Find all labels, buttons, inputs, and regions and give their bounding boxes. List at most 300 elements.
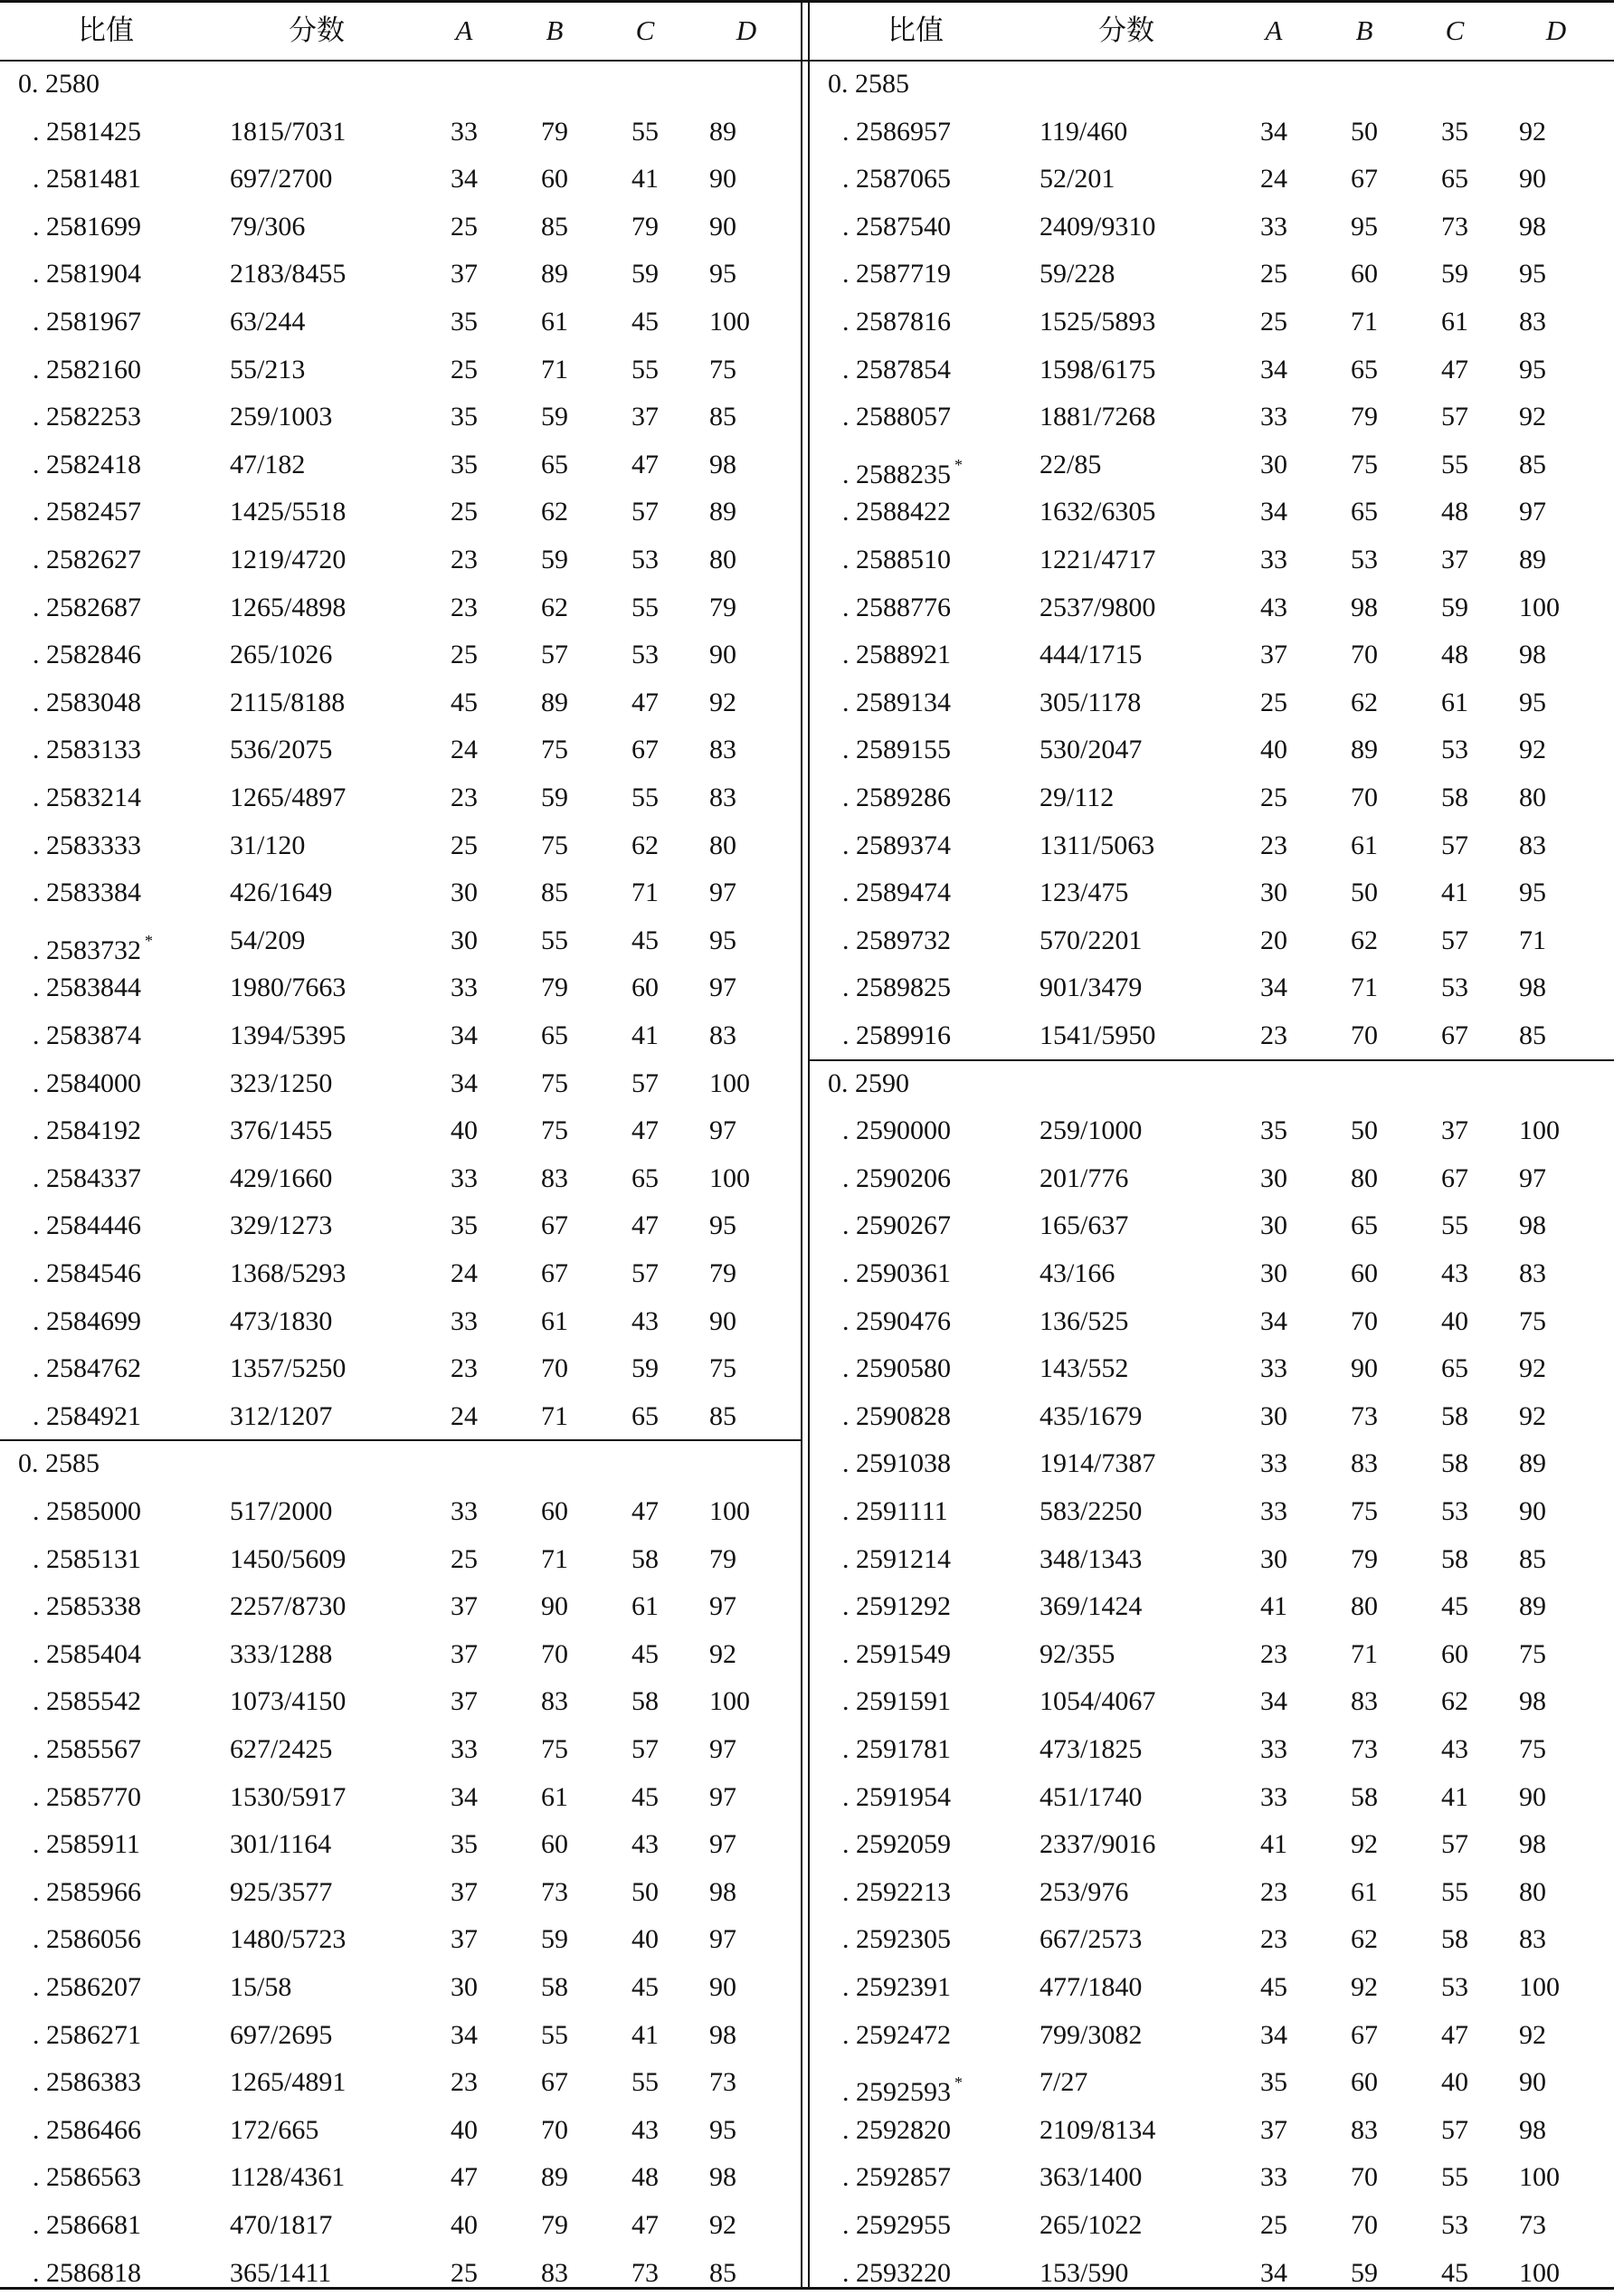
ratio-cell [33,400,141,434]
fraction-cell: 348/1343 [1040,1543,1143,1574]
value-d-cell: 98 [709,449,736,479]
value-b-cell: 70 [1351,1305,1378,1336]
ratio-value: . 2592955 [842,2210,951,2240]
fraction-cell: 517/2000 [230,1496,333,1526]
value-d-cell: 98 [1519,1686,1546,1717]
value-b-cell: 67 [1351,164,1378,194]
table-row [0,393,801,441]
value-d-cell: 98 [1519,211,1546,242]
table-row [810,678,1614,726]
ratio-value: . 2589134 [842,687,951,717]
table-row [0,916,801,964]
value-a-cell: 25 [451,497,478,527]
value-d-cell: 83 [709,1020,736,1050]
table-row [810,868,1614,916]
table-row [0,346,801,394]
value-c-cell: 45 [631,925,659,955]
header-a: A [455,14,473,46]
fraction-cell: 143/552 [1040,1353,1129,1384]
fraction-cell: 1598/6175 [1040,354,1156,384]
table-row [0,1773,801,1821]
ratio-value: . 2585338 [33,1591,141,1622]
value-c-cell: 35 [1441,116,1468,147]
value-d-cell: 98 [1519,1829,1546,1860]
group-header-row [0,1439,801,1487]
ratio-cell [842,448,963,492]
fraction-cell: 1450/5609 [230,1543,347,1574]
table-row [810,1915,1614,1963]
value-a-cell: 23 [1260,1876,1287,1907]
table-row [810,1154,1614,1202]
table-row [810,2249,1614,2296]
table-row [0,1392,801,1440]
header-fraction: 分数 [1098,14,1154,46]
value-a-cell: 33 [451,1496,478,1526]
value-c-cell: 47 [1441,354,1468,384]
fraction-cell: 583/2250 [1040,1496,1143,1526]
ratio-value: . 2585000 [33,1496,141,1526]
ratio-value: . 2586207 [33,1972,141,2002]
ratio-value: . 2592059 [842,1829,951,1860]
value-b-cell: 50 [1351,1115,1378,1146]
value-d-cell: 97 [709,1115,736,1146]
table-row [0,1297,801,1345]
ratio-cell [33,829,141,863]
value-b-cell: 83 [541,1686,568,1717]
value-a-cell: 35 [451,402,478,432]
value-d-cell: 90 [1519,1781,1546,1812]
value-d-cell: 100 [709,1496,750,1526]
ratio-cell [33,448,141,482]
asterisk-mark: * [954,2073,963,2092]
value-a-cell: 25 [451,211,478,242]
ratio-value: . 2585911 [33,1829,140,1860]
ratio-cell [842,1684,951,1719]
value-a-cell: 34 [451,1020,478,1050]
value-a-cell: 30 [451,1972,478,2002]
value-c-cell: 45 [631,307,659,337]
value-a-cell: 33 [1260,1448,1287,1479]
value-a-cell: 33 [1260,1496,1287,1526]
value-b-cell: 70 [1351,640,1378,670]
ratio-value: . 2586056 [33,1924,141,1955]
value-d-cell: 97 [709,972,736,1003]
ratio-value: . 2584446 [33,1210,141,1241]
value-a-cell: 41 [1260,1591,1287,1622]
ratio-value: . 2590580 [842,1353,951,1384]
ratio-cell [842,1732,951,1767]
value-d-cell: 98 [1519,2114,1546,2145]
value-b-cell: 60 [1351,1258,1378,1288]
ratio-value: . 2586563 [33,2162,141,2193]
ratio-value: . 2591214 [842,1543,951,1574]
table-row [0,155,801,203]
value-a-cell: 33 [1260,1353,1287,1384]
value-a-cell: 34 [1260,2257,1287,2288]
ratio-value: . 2586818 [33,2257,141,2288]
header-d: D [736,14,757,46]
value-c-cell: 58 [1441,1448,1468,1479]
fraction-cell: 1265/4897 [230,783,347,812]
value-d-cell: 98 [709,2162,736,2193]
value-d-cell: 95 [1519,354,1546,384]
ratio-value: . 2591954 [842,1781,951,1812]
ratio-cell [33,1922,141,1957]
table-row [810,1439,1614,1487]
header-ratio: 比值 [888,14,944,46]
value-d-cell: 97 [709,1734,736,1764]
value-a-cell: 30 [451,878,478,908]
value-d-cell: 75 [709,1353,736,1384]
fraction-cell: 435/1679 [1040,1400,1143,1431]
ratio-value: . 2590267 [842,1210,951,1241]
ratio-cell [842,1970,951,2005]
ratio-cell [33,2065,141,2100]
fraction-cell: 2537/9800 [1040,592,1156,622]
ratio-value: . 2584337 [33,1162,141,1193]
value-c-cell: 62 [1441,1686,1468,1717]
value-a-cell: 30 [451,925,478,955]
value-d-cell: 100 [709,1162,750,1193]
value-a-cell: 34 [1260,1305,1287,1336]
value-c-cell: 58 [631,1543,659,1574]
value-d-cell: 92 [1519,1353,1546,1384]
header-ratio: 比值 [78,14,134,46]
fraction-cell: 31/120 [230,830,306,860]
value-b-cell: 71 [541,1400,568,1431]
fraction-cell: 172/665 [230,2114,319,2145]
ratio-cell [842,400,951,434]
fraction-cell: 323/1250 [230,1067,333,1098]
value-a-cell: 30 [1260,878,1287,908]
value-a-cell: 40 [451,2114,478,2145]
value-a-cell: 34 [1260,1686,1287,1717]
value-c-cell: 59 [1441,259,1468,289]
value-d-cell: 83 [709,783,736,812]
value-a-cell: 25 [1260,2210,1287,2240]
fraction-cell: 1425/5518 [230,497,347,527]
fraction-cell: 29/112 [1040,783,1115,812]
group-header-row [810,1059,1614,1107]
value-d-cell: 100 [1519,2162,1560,2193]
value-a-cell: 34 [1260,354,1287,384]
ratio-value: . 2581904 [33,259,141,289]
table-row [810,631,1614,678]
ratio-cell [842,829,951,863]
fraction-cell: 697/2700 [230,164,333,194]
table-row [0,583,801,631]
value-a-cell: 25 [451,830,478,860]
value-b-cell: 67 [541,1210,568,1241]
value-a-cell: 34 [1260,2019,1287,2050]
fraction-cell: 451/1740 [1040,1781,1143,1812]
value-b-cell: 79 [541,972,568,1003]
fraction-cell: 627/2425 [230,1734,333,1764]
ratio-value: . 2582627 [33,545,141,574]
column-header-row [0,0,801,60]
ratio-cell [33,1399,141,1434]
ratio-cell [842,1780,951,1815]
fraction-cell: 119/460 [1040,116,1128,147]
table-row [0,298,801,346]
value-b-cell: 73 [1351,1734,1378,1764]
value-b-cell: 83 [541,1162,568,1193]
table-row [810,155,1614,203]
ratio-value: . 2589474 [842,878,951,908]
table-row [0,868,801,916]
value-a-cell: 33 [451,1162,478,1193]
column-header-row [810,0,1614,60]
ratio-cell [33,1684,141,1719]
fraction-cell: 365/1411 [230,2257,332,2288]
value-a-cell: 47 [451,2162,478,2193]
ratio-cell [842,1922,951,1957]
ratio-cell [842,1352,951,1386]
value-c-cell: 73 [631,2257,659,2288]
value-b-cell: 75 [1351,1496,1378,1526]
value-d-cell: 97 [709,1829,736,1860]
ratio-cell [33,210,141,244]
ratio-value: . 2591111 [842,1496,948,1526]
value-a-cell: 34 [451,1067,478,1098]
value-b-cell: 61 [541,1781,568,1812]
ratio-value: . 2590206 [842,1162,951,1193]
value-c-cell: 62 [631,830,659,860]
value-b-cell: 50 [1351,116,1378,147]
fraction-cell: 79/306 [230,211,306,242]
value-d-cell: 79 [709,1543,736,1574]
ratio-cell [842,2113,951,2148]
value-d-cell: 85 [1519,1543,1546,1574]
value-a-cell: 33 [451,972,478,1003]
value-c-cell: 47 [631,449,659,479]
value-d-cell: 89 [1519,545,1546,574]
value-a-cell: 33 [1260,402,1287,432]
fraction-cell: 363/1400 [1040,2162,1143,2193]
value-a-cell: 35 [451,307,478,337]
value-c-cell: 47 [631,1496,659,1526]
table-row [810,1820,1614,1868]
ratio-cell [33,1542,141,1577]
value-d-cell: 85 [709,402,736,432]
value-c-cell: 45 [631,1972,659,2002]
value-c-cell: 43 [631,2114,659,2145]
value-a-cell: 24 [451,1258,478,1288]
value-b-cell: 89 [541,259,568,289]
value-a-cell: 23 [451,783,478,812]
value-a-cell: 25 [451,2257,478,2288]
ratio-value: . 2592820 [842,2114,951,2145]
table-row [0,536,801,583]
fraction-cell: 799/3082 [1040,2019,1143,2050]
value-b-cell: 73 [1351,1400,1378,1431]
value-b-cell: 65 [541,1020,568,1050]
value-c-cell: 55 [631,116,659,147]
value-d-cell: 98 [1519,972,1546,1003]
value-a-cell: 34 [451,1781,478,1812]
ratio-value: . 2591038 [842,1448,951,1479]
table-row [0,726,801,773]
fraction-cell: 259/1003 [230,402,333,432]
value-d-cell: 100 [1519,2257,1560,2288]
value-b-cell: 71 [1351,1638,1378,1669]
ratio-value: . 2587540 [842,211,951,242]
value-d-cell: 95 [709,925,736,955]
value-c-cell: 43 [631,1829,659,1860]
fraction-cell: 265/1026 [230,640,333,670]
table-row [0,1535,801,1583]
value-b-cell: 90 [541,1591,568,1622]
fraction-cell: 473/1830 [230,1305,333,1336]
value-d-cell: 97 [1519,1162,1546,1193]
value-b-cell: 62 [541,592,568,622]
fraction-cell: 1128/4361 [230,2162,346,2193]
table-row [0,678,801,726]
fraction-cell: 429/1660 [230,1162,333,1193]
value-c-cell: 45 [1441,1591,1468,1622]
ratio-cell [842,1542,951,1577]
value-c-cell: 40 [1441,2067,1468,2098]
value-c-cell: 57 [1441,402,1468,432]
value-b-cell: 79 [541,2210,568,2240]
ratio-cell [33,115,141,149]
ratio-value: . 2583874 [33,1020,141,1050]
ratio-cell [842,924,951,958]
value-b-cell: 59 [541,1924,568,1955]
value-a-cell: 23 [1260,1638,1287,1669]
value-c-cell: 40 [1441,1305,1468,1336]
fraction-cell: 1541/5950 [1040,1020,1156,1050]
ratio-cell [842,1875,951,1910]
header-fraction: 分数 [289,14,345,46]
table-row [810,583,1614,631]
table-row [0,631,801,678]
value-a-cell: 40 [1260,735,1287,765]
value-c-cell: 57 [631,1734,659,1764]
fraction-cell: 43/166 [1040,1258,1116,1288]
fraction-cell: 59/228 [1040,259,1116,289]
ratio-value: . 2590361 [842,1258,951,1288]
fraction-cell: 1311/5063 [1040,830,1155,860]
fraction-cell: 329/1273 [230,1210,333,1241]
value-c-cell: 61 [1441,687,1468,717]
table-row [810,2153,1614,2201]
ratio-value: . 2589825 [842,972,951,1003]
fraction-cell: 7/27 [1040,2067,1088,2098]
fraction-cell: 1980/7663 [230,972,347,1003]
ratio-value: . 2592391 [842,1972,951,2002]
value-a-cell: 25 [1260,259,1287,289]
ratio-value: . 2582457 [33,497,141,527]
value-c-cell: 47 [1441,2019,1468,2050]
value-d-cell: 97 [709,1781,736,1812]
value-a-cell: 37 [451,259,478,289]
fraction-cell: 369/1424 [1040,1591,1143,1622]
value-b-cell: 60 [1351,2067,1378,2098]
value-a-cell: 41 [1260,1829,1287,1860]
ratio-value: . 2583732 [33,935,141,965]
ratio-value: . 2589916 [842,1020,951,1050]
ratio-cell [33,353,141,387]
value-a-cell: 37 [451,1876,478,1907]
ratio-cell [33,2018,141,2053]
ratio-cell [33,781,141,815]
ratio-cell [842,1447,951,1481]
value-d-cell: 85 [709,2257,736,2288]
value-a-cell: 35 [451,1210,478,1241]
table-row [0,1249,801,1297]
value-a-cell: 35 [1260,2067,1287,2098]
value-b-cell: 79 [1351,1543,1378,1574]
fraction-cell: 253/976 [1040,1876,1129,1907]
value-a-cell: 23 [451,1353,478,1384]
value-c-cell: 48 [631,2162,659,2193]
fraction-cell: 1265/4898 [230,592,347,622]
value-a-cell: 37 [451,1924,478,1955]
fraction-cell: 1221/4717 [1040,545,1156,574]
ratio-cell [842,971,951,1005]
value-b-cell: 85 [541,878,568,908]
fraction-cell: 15/58 [230,1972,292,2002]
table-row [810,1582,1614,1630]
ratio-cell [842,2018,951,2053]
value-d-cell: 83 [1519,830,1546,860]
table-row [0,488,801,536]
ratio-value: . 2584546 [33,1258,141,1288]
table-row [810,963,1614,1011]
value-b-cell: 89 [541,687,568,717]
value-b-cell: 65 [541,449,568,479]
value-a-cell: 23 [1260,1020,1287,1050]
value-c-cell: 53 [1441,1972,1468,2002]
value-d-cell: 83 [1519,307,1546,337]
value-b-cell: 61 [1351,1876,1378,1907]
value-b-cell: 62 [541,497,568,527]
header-b: B [1355,14,1373,46]
ratio-cell [842,353,951,387]
value-d-cell: 89 [1519,1591,1546,1622]
value-b-cell: 65 [1351,354,1378,384]
value-a-cell: 25 [1260,783,1287,812]
value-d-cell: 92 [1519,1400,1546,1431]
value-a-cell: 24 [451,735,478,765]
fraction-cell: 473/1825 [1040,1734,1143,1764]
value-c-cell: 65 [631,1400,659,1431]
left-panel [0,0,801,2290]
value-d-cell: 92 [1519,2019,1546,2050]
ratio-value: . 2588057 [842,402,951,432]
ratio-cell [842,2208,951,2243]
value-b-cell: 70 [1351,1020,1378,1050]
value-d-cell: 97 [709,1924,736,1955]
value-b-cell: 61 [541,307,568,337]
ratio-value: . 2583048 [33,687,141,717]
table-row [810,2106,1614,2154]
ratio-cell [842,1305,951,1339]
value-c-cell: 67 [1441,1020,1468,1050]
ratio-value: . 2587065 [842,164,951,194]
ratio-cell [842,162,951,196]
fraction-cell: 925/3577 [230,1876,333,1907]
value-d-cell: 90 [709,211,736,242]
ratio-value: . 2588510 [842,545,951,574]
value-b-cell: 92 [1351,1972,1378,2002]
ratio-value: . 2592857 [842,2162,951,2193]
value-d-cell: 80 [709,545,736,574]
value-a-cell: 45 [451,687,478,717]
ratio-cell [33,1352,141,1386]
value-a-cell: 25 [1260,687,1287,717]
